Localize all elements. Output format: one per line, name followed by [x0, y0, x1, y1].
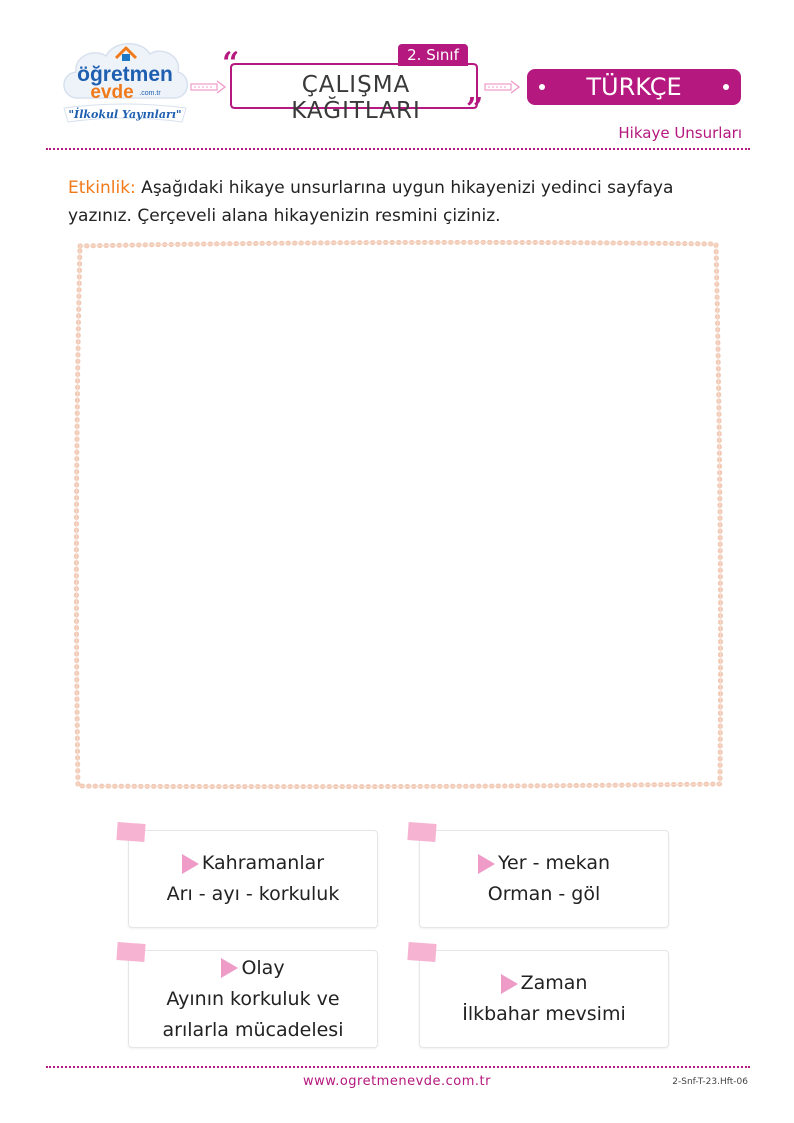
- activity-text: Aşağıdaki hikaye unsurlarına uygun hikayenizi yedinci sayfaya yazınız. Çerçeveli alana hikayenizin resmini çiziniz.: [68, 178, 674, 226]
- activity-label: Etkinlik:: [68, 178, 136, 198]
- footer-divider: [46, 1066, 750, 1068]
- logo-text-domain: .com.tr: [139, 90, 161, 97]
- story-element-card-place: [419, 830, 669, 928]
- subject-badge: [527, 69, 741, 105]
- footer-url[interactable]: www.ogretmenevde.com.tr: [302, 1074, 491, 1089]
- card-title: Olay: [241, 956, 285, 979]
- story-element-card-event: [128, 950, 378, 1048]
- story-element-card-characters: [128, 830, 378, 928]
- ogretmenevde-logo: [58, 36, 192, 128]
- header-arrow-right: [484, 80, 520, 94]
- footer-code: 2-Snf-T-23.Hft-06: [672, 1077, 748, 1087]
- card-title: Kahramanlar: [201, 852, 325, 874]
- card-text: Ayının korkuluk ve: [166, 987, 340, 1010]
- subject-label: TÜRKÇE: [586, 73, 682, 101]
- play-triangle-icon: [478, 854, 495, 874]
- logo-text-evde: evde: [90, 82, 134, 103]
- quote-close-mark: ”: [466, 92, 484, 127]
- grade-tab: 2. Sınıf: [398, 44, 468, 66]
- logo-tagline: "İlkokul Yayınları": [68, 108, 182, 121]
- subject-dot-left: [539, 84, 545, 90]
- card-title: Zaman: [520, 972, 588, 994]
- activity-instruction: [68, 174, 718, 230]
- subject-dot-right: [723, 84, 729, 90]
- play-triangle-icon: [501, 974, 518, 994]
- drawing-area-frame[interactable]: [72, 240, 724, 790]
- play-triangle-icon: [221, 958, 238, 978]
- play-triangle-icon: [182, 854, 199, 874]
- quote-open-mark: “: [222, 46, 240, 81]
- card-text: Arı - ayı - korkuluk: [166, 883, 340, 905]
- page-title: ÇALIŞMA KAĞITLARI: [291, 72, 421, 124]
- story-element-card-time: [419, 950, 669, 1048]
- card-title: Yer - mekan: [497, 852, 611, 874]
- header-divider: [46, 148, 750, 150]
- card-text: İlkbahar mevsimi: [462, 1003, 626, 1025]
- header-arrow-left: [190, 80, 226, 94]
- logo-text-ogretmen: öğretmen: [77, 63, 173, 86]
- card-text: Orman - göl: [487, 883, 601, 905]
- card-text: arılarla mücadelesi: [162, 1018, 344, 1041]
- topic-label: Hikaye Unsurları: [618, 124, 742, 142]
